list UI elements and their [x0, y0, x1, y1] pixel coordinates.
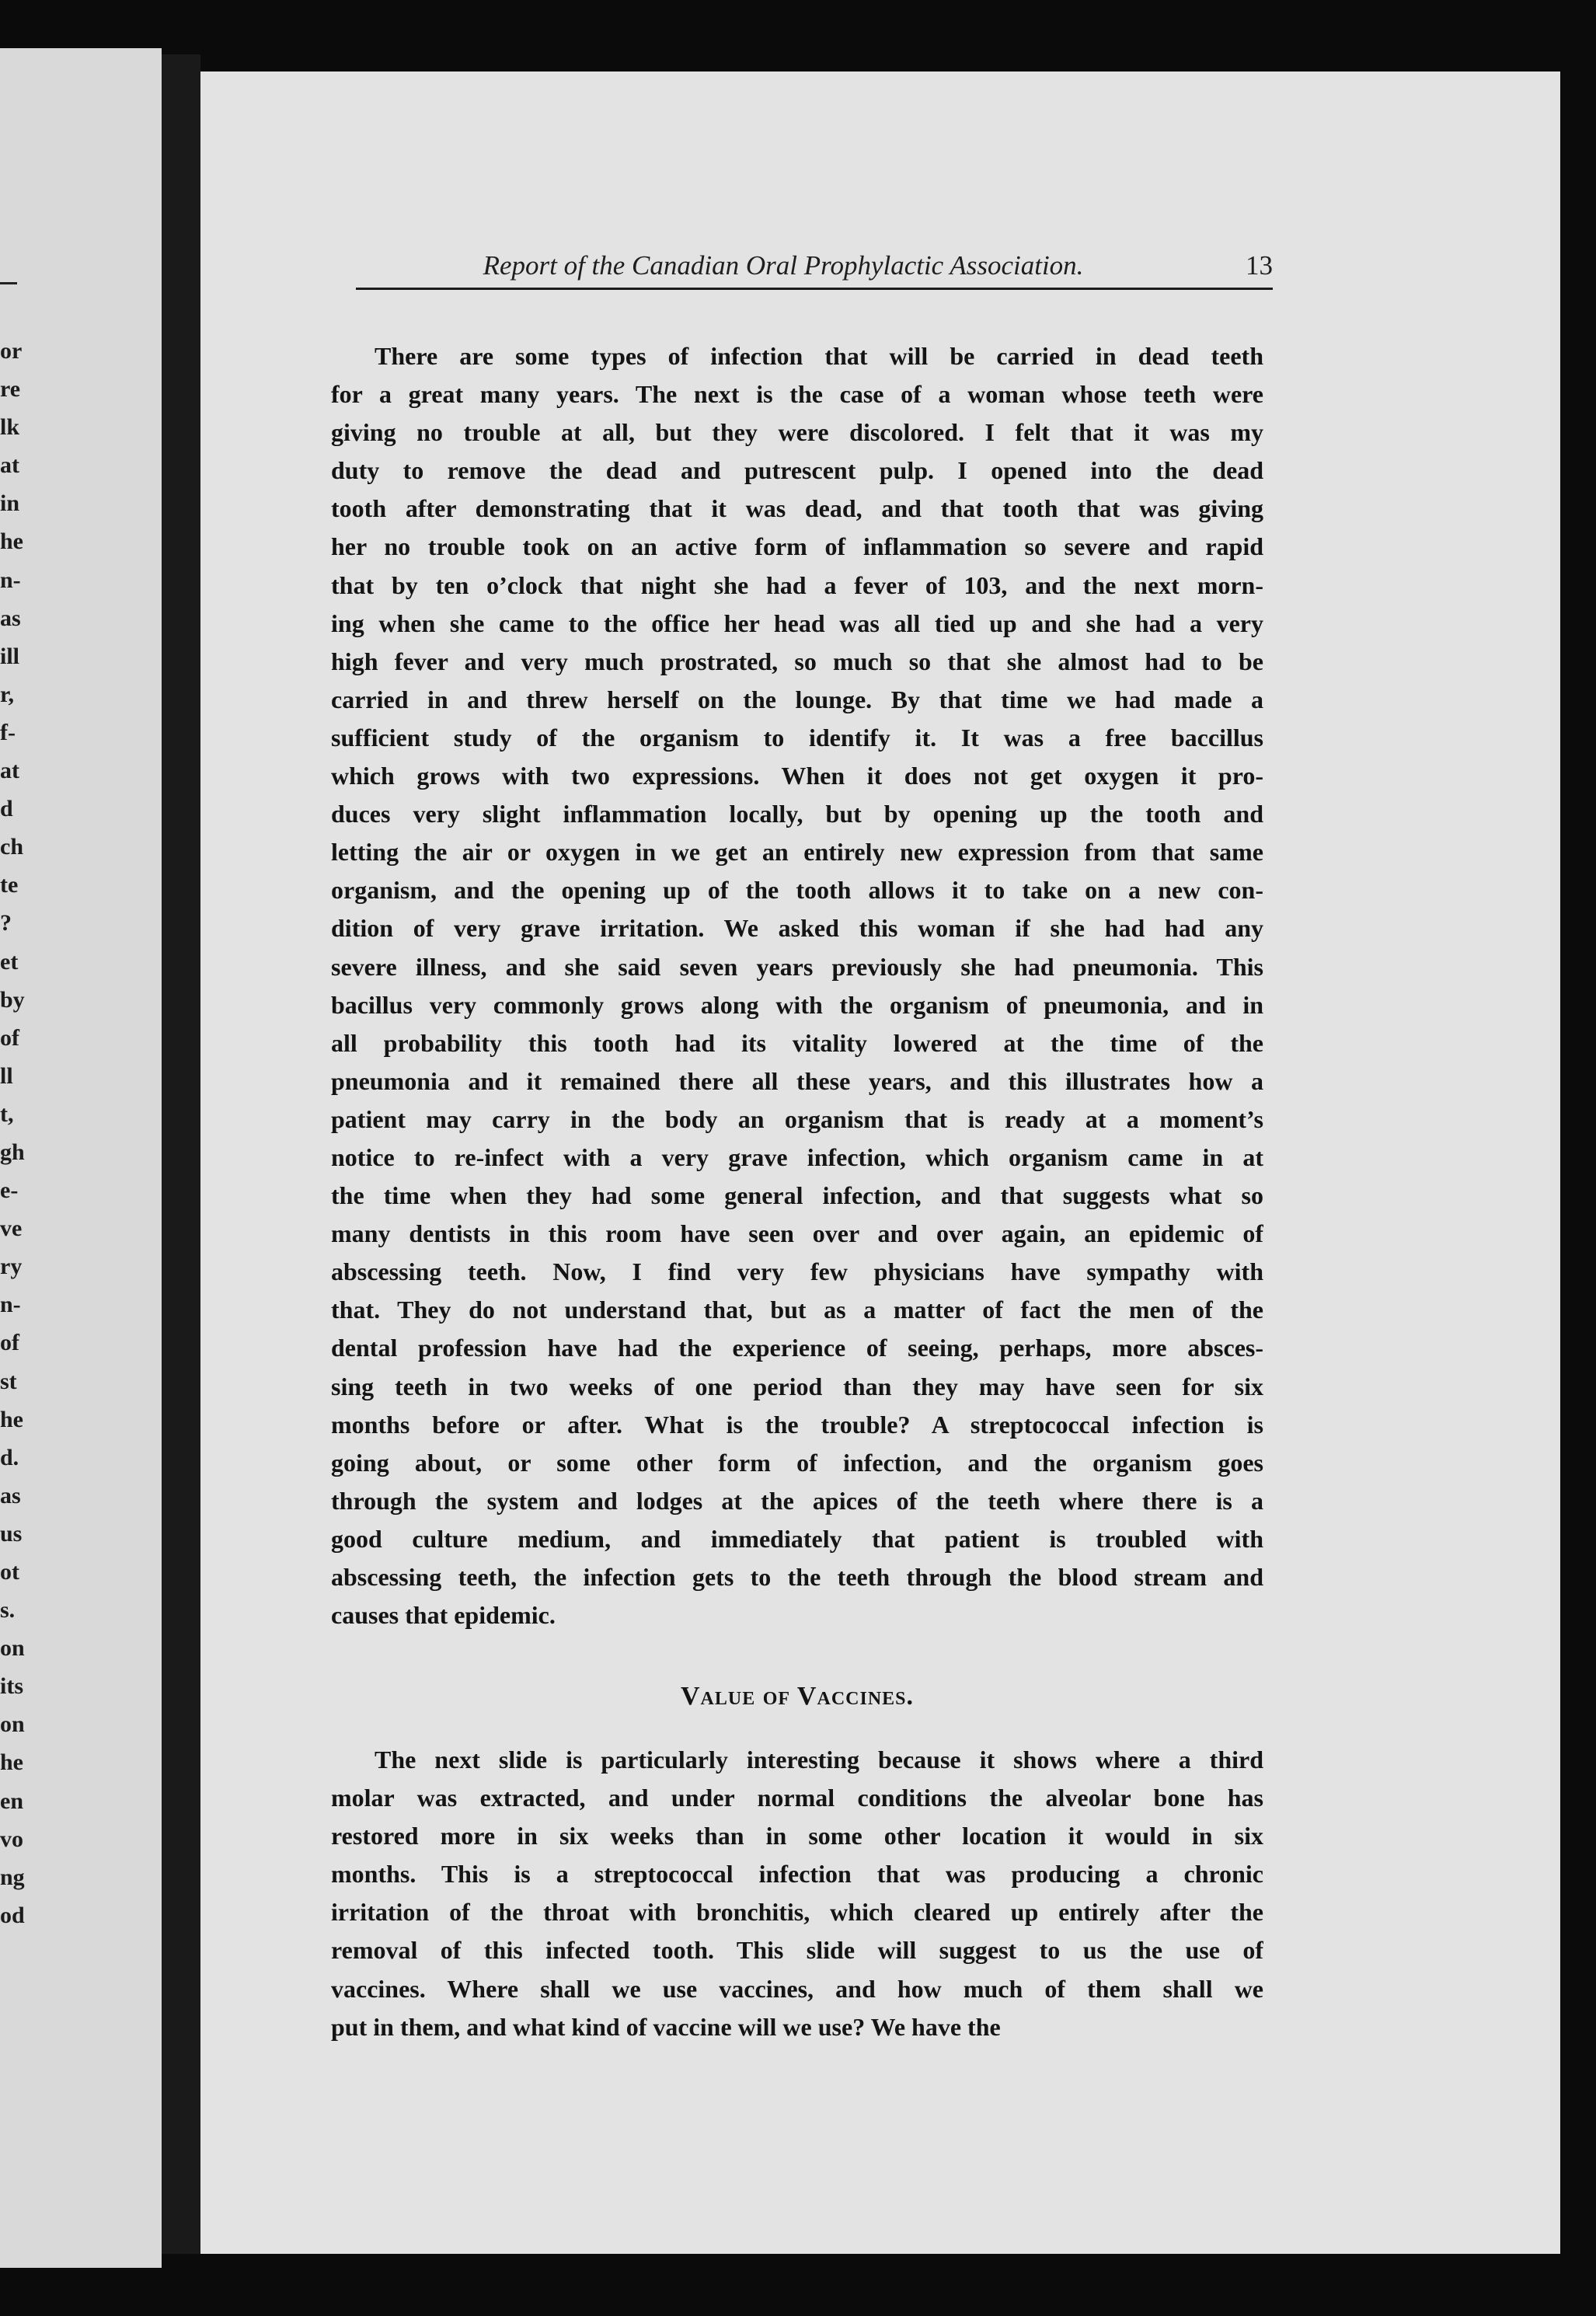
text-line: causes that epidemic.	[331, 1601, 556, 1630]
left-page-fragment: vo	[0, 1826, 23, 1852]
left-page-fragment: he	[0, 1749, 23, 1776]
text-line: which grows with two expressions. When it does not get oxygen it pro-	[331, 762, 1263, 790]
text-line: organism, and the opening up of the tooth allows it to take on a new con-	[331, 876, 1263, 905]
left-page-fragment: us	[0, 1520, 23, 1547]
text-line: molar was extracted, and under normal conditions the alveolar bone has	[331, 1784, 1263, 1812]
running-header-title: Report of the Canadian Oral Prophylactic Association.	[483, 250, 1084, 281]
left-page-header-rule	[0, 282, 17, 284]
text-line: tooth after demonstrating that it was dead, and that tooth that was giving	[331, 494, 1263, 523]
left-page-fragment: st	[0, 1368, 17, 1394]
left-page-fragment: in	[0, 490, 20, 517]
left-page-fragment: en	[0, 1788, 23, 1814]
left-page-fragment: re	[0, 376, 21, 403]
text-line: for a great many years. The next is the case of a woman whose teeth were	[331, 380, 1263, 409]
left-page-fragment: ve	[0, 1216, 23, 1242]
left-page-text-fragments	[0, 332, 47, 1934]
text-line: months. This is a streptococcal infection that was producing a chronic	[331, 1860, 1263, 1889]
text-line: bacillus very commonly grows along with the organism of pneumonia, and in	[331, 990, 1263, 1019]
text-line: patient may carry in the body an organism that is ready at a moment’s	[331, 1104, 1263, 1133]
left-page-fragment: on	[0, 1711, 25, 1738]
text-line: duty to remove the dead and putrescent pulp. I opened into the dead	[331, 456, 1263, 485]
left-page-fragment: ll	[0, 1062, 13, 1089]
text-line: good culture medium, and immediately that patient is troubled with	[331, 1524, 1263, 1553]
section-heading: Value of Vaccines.	[680, 1682, 915, 1711]
text-line: put in them, and what kind of vaccine will we use? We have the	[331, 2012, 1001, 2041]
text-line: dition of very grave irritation. We asked this woman if she had had any	[331, 914, 1263, 943]
text-line: The next slide is particularly interesting because it shows where a third	[375, 1746, 1263, 1774]
left-page-fragment: by	[0, 986, 25, 1013]
text-line: that. They do not understand that, but as a matter of fact the men of the	[331, 1296, 1263, 1324]
text-line: notice to re-infect with a very grave infection, which organism came in at	[331, 1142, 1263, 1171]
left-page-fragment: at	[0, 452, 19, 479]
left-page-fragment: he	[0, 528, 23, 555]
text-line: sufficient study of the organism to identify it. It was a free baccillus	[331, 723, 1263, 752]
text-line: going about, or some other form of infection, and the organism goes	[331, 1448, 1263, 1477]
text-line: restored more in six weeks than in some other location it would in six	[331, 1822, 1263, 1850]
text-line: giving no trouble at all, but they were discolored. I felt that it was my	[331, 418, 1263, 447]
running-header	[356, 250, 1273, 290]
text-line: vaccines. Where shall we use vaccines, and how much of them shall we	[331, 1974, 1263, 2003]
left-page-fragment: n-	[0, 567, 21, 593]
text-line: duces very slight inflammation locally, but by opening up the tooth and	[331, 800, 1263, 828]
left-page-fragment: at	[0, 758, 19, 784]
left-page-fragment: ng	[0, 1864, 25, 1890]
left-page-fragment: as	[0, 605, 21, 631]
text-line: all probability this tooth had its vitality lowered at the time of the	[331, 1028, 1263, 1057]
text-line: dental profession have had the experience of seeing, perhaps, more absces-	[331, 1334, 1263, 1362]
left-page-fragment: ?	[0, 910, 12, 937]
left-page-fragment: f-	[0, 719, 16, 745]
left-page-fragment: ill	[0, 643, 20, 669]
left-page-fragment: of	[0, 1330, 19, 1356]
left-page-fragment: ry	[0, 1254, 23, 1280]
text-line: removal of this infected tooth. This slide will suggest to us the use of	[331, 1936, 1263, 1965]
text-line: letting the air or oxygen in we get an entirely new expression from that same	[331, 838, 1263, 867]
left-page-fragment: s.	[0, 1597, 16, 1624]
text-line: sing teeth in two weeks of one period than they may have seen for six	[331, 1372, 1263, 1400]
paragraph-2	[331, 1741, 1263, 2046]
left-page-fragment: ch	[0, 834, 23, 860]
text-line: irritation of the throat with bronchitis, which cleared up entirely after the	[331, 1898, 1263, 1927]
left-page-fragment: te	[0, 872, 19, 898]
left-page-fragment: or	[0, 338, 23, 364]
text-line: the time when they had some general infection, and that suggests what so	[331, 1181, 1263, 1210]
page-number: 13	[1246, 250, 1273, 281]
left-page-fragment: its	[0, 1673, 23, 1700]
left-page-fragment: of	[0, 1024, 19, 1051]
left-page-fragment: ot	[0, 1559, 19, 1585]
left-page-fragment: t,	[0, 1100, 14, 1127]
text-line: high fever and very much prostrated, so much so that she almost had to be	[331, 647, 1263, 675]
text-line: severe illness, and she said seven years previously she had pneumonia. This	[331, 952, 1263, 981]
left-page-fragment: od	[0, 1902, 25, 1928]
text-line: months before or after. What is the trouble? A streptococcal infection is	[331, 1410, 1263, 1439]
left-page-fragment: r,	[0, 681, 15, 707]
left-page-fragment: gh	[0, 1139, 25, 1165]
left-page-fragment: d	[0, 796, 13, 822]
text-line: There are some types of infection that will be carried in dead teeth	[375, 342, 1263, 370]
left-page-fragment: as	[0, 1482, 21, 1509]
left-page-fragment: he	[0, 1406, 23, 1432]
left-page-fragment: on	[0, 1635, 25, 1662]
left-page-fragment: et	[0, 948, 19, 975]
document-page	[200, 72, 1560, 2254]
book-spine	[162, 54, 200, 2254]
text-line: pneumonia and it remained there all these years, and this illustrates how a	[331, 1066, 1263, 1095]
paragraph-1	[331, 337, 1263, 1634]
text-line: abscessing teeth. Now, I find very few physicians have sympathy with	[331, 1257, 1263, 1286]
left-page-fragment: n-	[0, 1292, 21, 1318]
left-page-fragment: d.	[0, 1444, 19, 1470]
text-line: through the system and lodges at the apices of the teeth where there is a	[331, 1486, 1263, 1515]
left-page-fragment: lk	[0, 414, 20, 441]
text-line: carried in and threw herself on the lounge. By that time we had made a	[331, 685, 1263, 713]
text-line: ing when she came to the office her head was all tied up and she had a very	[331, 609, 1263, 637]
text-line: many dentists in this room have seen over and over again, an epidemic of	[331, 1219, 1263, 1248]
text-line: her no trouble took on an active form of inflammation so severe and rapid	[331, 532, 1263, 561]
text-line: that by ten o’clock that night she had a fever of 103, and the next morn-	[331, 570, 1263, 599]
text-line: abscessing teeth, the infection gets to the teeth through the blood stream and	[331, 1563, 1263, 1591]
left-page-fragment: e-	[0, 1177, 19, 1204]
